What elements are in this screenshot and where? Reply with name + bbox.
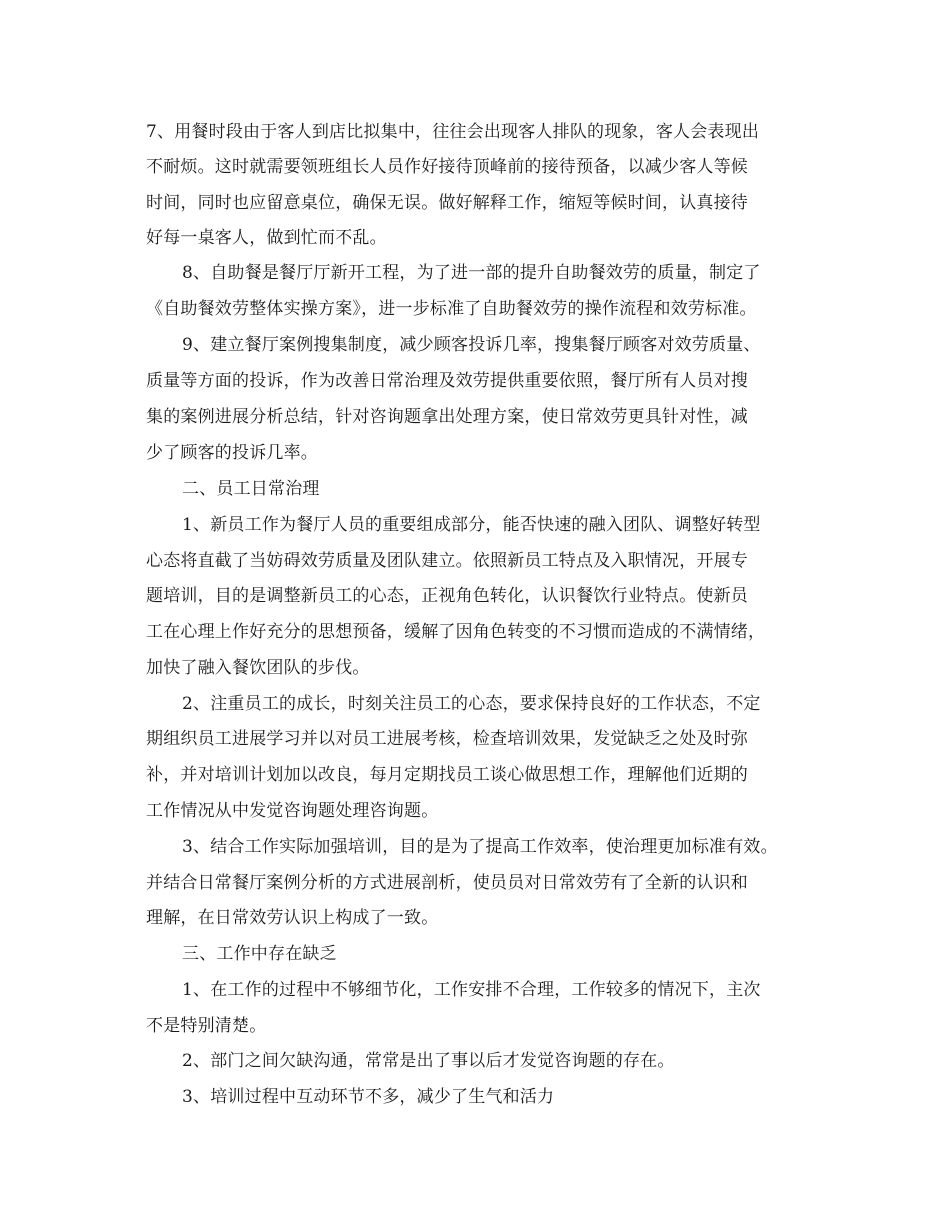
text-line: 心态将直截了当妨碍效劳质量及团队建立。依照新员工特点及入职情况，开展专	[146, 551, 748, 571]
text-line: 少了顾客的投诉几率。	[146, 443, 318, 463]
text-line: 工在心理上作好充分的思想预备，缓解了因角色转变的不习惯而造成的不满情绪，	[146, 622, 766, 642]
text-line: 9、建立餐厅案例搜集制度，减少顾客投诉几率，搜集餐厅顾客对效劳质量、	[182, 335, 761, 355]
text-line: 工作情况从中发觉咨询题处理咨询题。	[146, 801, 439, 821]
text-line: 补，并对培训计划加以改良，每月定期找员工谈心做思想工作，理解他们近期的	[146, 765, 748, 785]
text-line: 不耐烦。这时就需要领班组长人员作好接待顶峰前的接待预备，以减少客人等候	[146, 157, 748, 177]
text-line: 《自助餐效劳整体实操方案》，进一步标准了自助餐效劳的操作流程和效劳标准。	[146, 299, 757, 319]
text-line: 7、用餐时段由于客人到店比拟集中，往往会出现客人排队的现象，客人会表现出	[146, 122, 760, 142]
text-line: 质量等方面的投诉，作为改善日常治理及效劳提供重要依照，餐厅所有人员对搜	[146, 371, 748, 391]
section-heading: 二、员工日常治理	[182, 479, 320, 499]
text-line: 理解，在日常效劳认识上构成了一致。	[146, 908, 439, 928]
section-heading: 三、工作中存在缺乏	[182, 944, 337, 964]
text-line: 时间，同时也应留意桌位，确保无误。做好解释工作，缩短等候时间，认真接待	[146, 193, 748, 213]
text-line: 3、培训过程中互动环节不多，减少了生气和活力	[182, 1087, 555, 1107]
text-line: 期组织员工进展学习并以对员工进展考核，检查培训效果，发觉缺乏之处及时弥	[146, 729, 748, 749]
text-line: 8、自助餐是餐厅厅新开工程，为了进一部的提升自助餐效劳的质量，制定了	[182, 263, 761, 283]
text-line: 集的案例进展分析总结，针对咨询题拿出处理方案，使日常效劳更具针对性，减	[146, 407, 748, 427]
text-line: 1、新员工作为餐厅人员的重要组成部分，能否快速的融入团队、调整好转型	[182, 515, 761, 535]
text-line: 3、结合工作实际加强培训，目的是为了提高工作效率，使治理更加标准有效。	[182, 837, 778, 857]
text-line: 2、注重员工的成长，时刻关注员工的心态，要求保持良好的工作状态，不定	[182, 694, 761, 714]
text-line: 不是特别清楚。	[146, 1016, 267, 1036]
text-line: 并结合日常餐厅案例分析的方式进展剖析，使员员对日常效劳有了全新的认识和	[146, 873, 748, 893]
text-line: 加快了融入餐饮团队的步伐。	[146, 658, 370, 678]
text-line: 好每一桌客人，做到忙而不乱。	[146, 228, 387, 248]
text-line: 2、部门之间欠缺沟通，常常是出了事以后才发觉咨询题的存在。	[182, 1051, 675, 1071]
text-line: 题培训，目的是调整新员工的心态，正视角色转化，认识餐饮行业特点。使新员	[146, 586, 748, 606]
text-line: 1、在工作的过程中不够细节化，工作安排不合理，工作较多的情况下，主次	[182, 980, 761, 1000]
